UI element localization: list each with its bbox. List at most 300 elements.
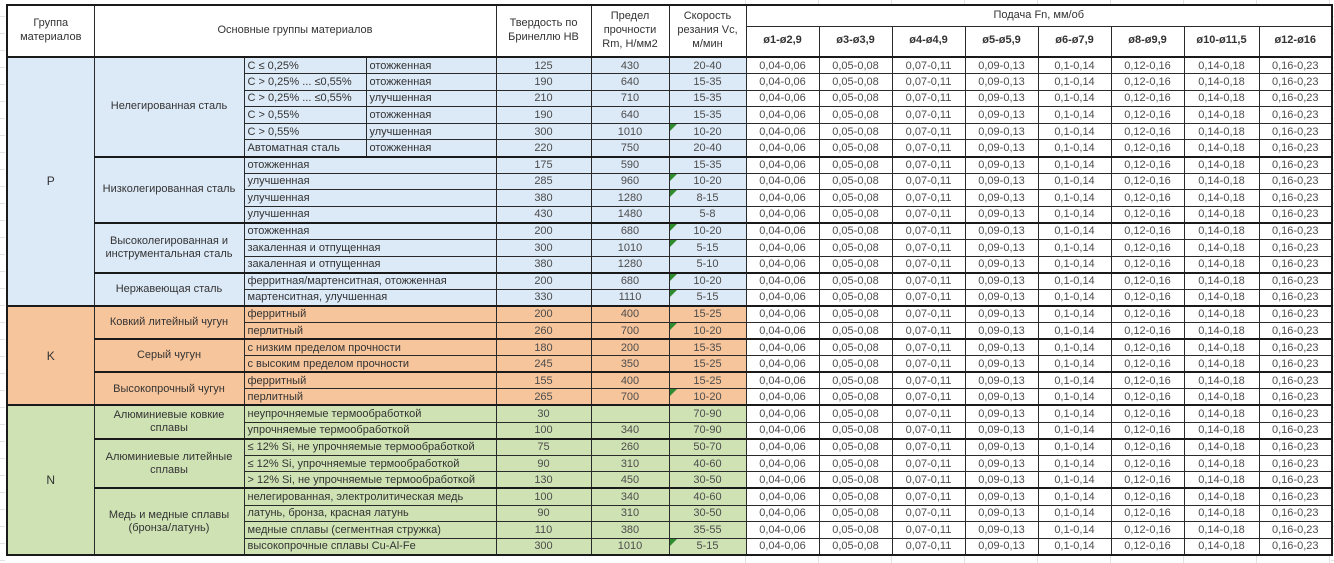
speed-cell[interactable]: 40-60 xyxy=(669,455,746,472)
hardness-cell[interactable]: 190 xyxy=(496,74,591,91)
speed-cell[interactable]: 30-50 xyxy=(669,472,746,489)
feed-cell[interactable]: 0,09-0,13 xyxy=(965,223,1038,240)
hardness-cell[interactable]: 300 xyxy=(496,538,591,555)
feed-cell[interactable]: 0,07-0,11 xyxy=(892,240,965,257)
feed-cell[interactable]: 0,07-0,11 xyxy=(892,306,965,323)
feed-cell[interactable]: 0,12-0,16 xyxy=(1111,422,1184,439)
feed-cell[interactable]: 0,1-0,14 xyxy=(1038,206,1111,223)
feed-cell[interactable]: 0,14-0,18 xyxy=(1184,273,1259,290)
feed-cell[interactable]: 0,09-0,13 xyxy=(965,289,1038,306)
hardness-cell[interactable]: 75 xyxy=(496,439,591,456)
feed-cell[interactable]: 0,07-0,11 xyxy=(892,107,965,124)
feed-cell[interactable]: 0,07-0,11 xyxy=(892,206,965,223)
feed-cell[interactable]: 0,16-0,23 xyxy=(1259,323,1332,340)
hardness-cell[interactable]: 155 xyxy=(496,372,591,389)
header-material-group[interactable]: Группа материалов xyxy=(7,5,94,57)
hardness-cell[interactable]: 430 xyxy=(496,206,591,223)
hardness-cell[interactable]: 110 xyxy=(496,522,591,539)
strength-cell[interactable]: 260 xyxy=(591,439,669,456)
feed-cell[interactable]: 0,12-0,16 xyxy=(1111,57,1184,74)
family-name-cell[interactable]: Низколегированная сталь xyxy=(94,157,244,223)
feed-cell[interactable]: 0,1-0,14 xyxy=(1038,389,1111,406)
family-name-cell[interactable]: Медь и медные сплавы (бронза/латунь) xyxy=(94,488,244,554)
feed-cell[interactable]: 0,16-0,23 xyxy=(1259,306,1332,323)
feed-cell[interactable]: 0,12-0,16 xyxy=(1111,488,1184,505)
feed-cell[interactable]: 0,07-0,11 xyxy=(892,173,965,190)
feed-cell[interactable]: 0,05-0,08 xyxy=(819,123,892,140)
description-cell[interactable]: закаленная и отпущенная xyxy=(244,240,496,257)
description-cell[interactable]: ферритная/мартенситная, отожженная xyxy=(244,273,496,290)
speed-cell[interactable]: 50-70 xyxy=(669,439,746,456)
feed-cell[interactable]: 0,09-0,13 xyxy=(965,439,1038,456)
feed-cell[interactable]: 0,1-0,14 xyxy=(1038,538,1111,555)
hardness-cell[interactable]: 245 xyxy=(496,356,591,373)
feed-cell[interactable]: 0,14-0,18 xyxy=(1184,157,1259,174)
speed-cell[interactable]: 10-20 xyxy=(669,323,746,340)
feed-cell[interactable]: 0,1-0,14 xyxy=(1038,190,1111,207)
speed-cell[interactable]: 15-25 xyxy=(669,306,746,323)
feed-cell[interactable]: 0,16-0,23 xyxy=(1259,422,1332,439)
speed-cell[interactable]: 20-40 xyxy=(669,140,746,157)
description-cell[interactable]: с высоким пределом прочности xyxy=(244,356,496,373)
feed-cell[interactable]: 0,12-0,16 xyxy=(1111,273,1184,290)
feed-cell[interactable]: 0,12-0,16 xyxy=(1111,240,1184,257)
feed-cell[interactable]: 0,1-0,14 xyxy=(1038,256,1111,273)
feed-cell[interactable]: 0,09-0,13 xyxy=(965,123,1038,140)
feed-cell[interactable]: 0,16-0,23 xyxy=(1259,173,1332,190)
feed-cell[interactable]: 0,16-0,23 xyxy=(1259,472,1332,489)
feed-cell[interactable]: 0,14-0,18 xyxy=(1184,240,1259,257)
description-cell[interactable]: перлитный xyxy=(244,389,496,406)
feed-cell[interactable]: 0,09-0,13 xyxy=(965,157,1038,174)
feed-diameter-header[interactable]: ø12-ø16 xyxy=(1259,26,1332,57)
feed-cell[interactable]: 0,09-0,13 xyxy=(965,422,1038,439)
speed-cell[interactable]: 40-60 xyxy=(669,488,746,505)
feed-cell[interactable]: 0,16-0,23 xyxy=(1259,123,1332,140)
speed-cell[interactable]: 15-35 xyxy=(669,74,746,91)
feed-cell[interactable]: 0,14-0,18 xyxy=(1184,173,1259,190)
strength-cell[interactable]: 400 xyxy=(591,372,669,389)
feed-cell[interactable]: 0,14-0,18 xyxy=(1184,323,1259,340)
description-cell[interactable]: ≤ 12% Si, не упрочняемые термообработкой xyxy=(244,439,496,456)
hardness-cell[interactable]: 190 xyxy=(496,107,591,124)
strength-cell[interactable]: 640 xyxy=(591,74,669,91)
strength-cell[interactable]: 430 xyxy=(591,57,669,74)
feed-cell[interactable]: 0,16-0,23 xyxy=(1259,538,1332,555)
feed-cell[interactable]: 0,05-0,08 xyxy=(819,74,892,91)
feed-cell[interactable]: 0,05-0,08 xyxy=(819,422,892,439)
description-cell[interactable]: отожженная xyxy=(244,223,496,240)
hardness-cell[interactable]: 125 xyxy=(496,57,591,74)
feed-cell[interactable]: 0,16-0,23 xyxy=(1259,439,1332,456)
group-letter-cell[interactable]: N xyxy=(7,405,94,554)
speed-cell[interactable]: 35-55 xyxy=(669,522,746,539)
feed-cell[interactable]: 0,09-0,13 xyxy=(965,455,1038,472)
strength-cell[interactable]: 380 xyxy=(591,522,669,539)
feed-cell[interactable]: 0,09-0,13 xyxy=(965,140,1038,157)
feed-cell[interactable]: 0,12-0,16 xyxy=(1111,123,1184,140)
feed-cell[interactable]: 0,1-0,14 xyxy=(1038,173,1111,190)
feed-cell[interactable]: 0,12-0,16 xyxy=(1111,372,1184,389)
feed-cell[interactable]: 0,04-0,06 xyxy=(746,339,819,356)
state-cell[interactable]: отожженная xyxy=(366,107,496,124)
feed-cell[interactable]: 0,09-0,13 xyxy=(965,173,1038,190)
feed-diameter-header[interactable]: ø5-ø5,9 xyxy=(965,26,1038,57)
description-cell[interactable]: перлитный xyxy=(244,323,496,340)
feed-cell[interactable]: 0,09-0,13 xyxy=(965,206,1038,223)
speed-cell[interactable]: 10-20 xyxy=(669,123,746,140)
strength-cell[interactable]: 350 xyxy=(591,356,669,373)
feed-cell[interactable]: 0,07-0,11 xyxy=(892,223,965,240)
feed-cell[interactable]: 0,05-0,08 xyxy=(819,190,892,207)
spec-cell[interactable]: C > 0,55% xyxy=(244,107,366,124)
feed-cell[interactable]: 0,1-0,14 xyxy=(1038,505,1111,522)
strength-cell[interactable]: 1010 xyxy=(591,240,669,257)
feed-cell[interactable]: 0,07-0,11 xyxy=(892,190,965,207)
feed-cell[interactable]: 0,07-0,11 xyxy=(892,505,965,522)
family-name-cell[interactable]: Нелегированная сталь xyxy=(94,57,244,157)
feed-cell[interactable]: 0,07-0,11 xyxy=(892,140,965,157)
strength-cell[interactable]: 680 xyxy=(591,223,669,240)
strength-cell[interactable]: 700 xyxy=(591,323,669,340)
strength-cell[interactable] xyxy=(591,405,669,422)
header-feed[interactable]: Подача Fn, мм/об xyxy=(746,5,1332,26)
feed-cell[interactable]: 0,1-0,14 xyxy=(1038,455,1111,472)
hardness-cell[interactable]: 90 xyxy=(496,455,591,472)
description-cell[interactable]: ферритный xyxy=(244,306,496,323)
feed-cell[interactable]: 0,12-0,16 xyxy=(1111,389,1184,406)
feed-cell[interactable]: 0,09-0,13 xyxy=(965,57,1038,74)
feed-cell[interactable]: 0,12-0,16 xyxy=(1111,472,1184,489)
feed-cell[interactable]: 0,05-0,08 xyxy=(819,90,892,107)
feed-diameter-header[interactable]: ø6-ø7,9 xyxy=(1038,26,1111,57)
speed-cell[interactable]: 30-50 xyxy=(669,505,746,522)
family-name-cell[interactable]: Высокопрочный чугун xyxy=(94,372,244,405)
feed-cell[interactable]: 0,14-0,18 xyxy=(1184,306,1259,323)
feed-cell[interactable]: 0,16-0,23 xyxy=(1259,522,1332,539)
feed-cell[interactable]: 0,04-0,06 xyxy=(746,505,819,522)
feed-cell[interactable]: 0,12-0,16 xyxy=(1111,439,1184,456)
state-cell[interactable]: отожженная xyxy=(366,140,496,157)
feed-cell[interactable]: 0,1-0,14 xyxy=(1038,74,1111,91)
family-name-cell[interactable]: Алюминиевые ковкие сплавы xyxy=(94,405,244,438)
feed-diameter-header[interactable]: ø10-ø11,5 xyxy=(1184,26,1259,57)
description-cell[interactable]: ферритный xyxy=(244,372,496,389)
feed-cell[interactable]: 0,09-0,13 xyxy=(965,372,1038,389)
speed-cell[interactable]: 20-40 xyxy=(669,57,746,74)
hardness-cell[interactable]: 30 xyxy=(496,405,591,422)
strength-cell[interactable]: 310 xyxy=(591,455,669,472)
feed-diameter-header[interactable]: ø8-ø9,9 xyxy=(1111,26,1184,57)
feed-cell[interactable]: 0,07-0,11 xyxy=(892,339,965,356)
feed-cell[interactable]: 0,16-0,23 xyxy=(1259,90,1332,107)
feed-cell[interactable]: 0,14-0,18 xyxy=(1184,57,1259,74)
feed-cell[interactable]: 0,04-0,06 xyxy=(746,140,819,157)
feed-cell[interactable]: 0,04-0,06 xyxy=(746,256,819,273)
feed-cell[interactable]: 0,05-0,08 xyxy=(819,240,892,257)
feed-cell[interactable]: 0,07-0,11 xyxy=(892,74,965,91)
feed-cell[interactable]: 0,1-0,14 xyxy=(1038,422,1111,439)
feed-cell[interactable]: 0,16-0,23 xyxy=(1259,256,1332,273)
feed-diameter-header[interactable]: ø3-ø3,9 xyxy=(819,26,892,57)
feed-cell[interactable]: 0,12-0,16 xyxy=(1111,323,1184,340)
feed-cell[interactable]: 0,04-0,06 xyxy=(746,538,819,555)
feed-cell[interactable]: 0,16-0,23 xyxy=(1259,339,1332,356)
feed-cell[interactable]: 0,09-0,13 xyxy=(965,256,1038,273)
hardness-cell[interactable]: 130 xyxy=(496,472,591,489)
feed-cell[interactable]: 0,1-0,14 xyxy=(1038,372,1111,389)
feed-cell[interactable]: 0,04-0,06 xyxy=(746,240,819,257)
feed-cell[interactable]: 0,07-0,11 xyxy=(892,522,965,539)
feed-cell[interactable]: 0,07-0,11 xyxy=(892,157,965,174)
feed-cell[interactable]: 0,12-0,16 xyxy=(1111,522,1184,539)
header-speed[interactable]: Скорость резания Vc, м/мин xyxy=(669,5,746,57)
feed-cell[interactable]: 0,04-0,06 xyxy=(746,472,819,489)
speed-cell[interactable]: 5-8 xyxy=(669,206,746,223)
feed-cell[interactable]: 0,07-0,11 xyxy=(892,57,965,74)
feed-cell[interactable]: 0,05-0,08 xyxy=(819,273,892,290)
description-cell[interactable]: улучшенная xyxy=(244,190,496,207)
hardness-cell[interactable]: 260 xyxy=(496,323,591,340)
feed-cell[interactable]: 0,05-0,08 xyxy=(819,389,892,406)
feed-cell[interactable]: 0,14-0,18 xyxy=(1184,372,1259,389)
feed-cell[interactable]: 0,1-0,14 xyxy=(1038,123,1111,140)
feed-cell[interactable]: 0,14-0,18 xyxy=(1184,405,1259,422)
feed-cell[interactable]: 0,1-0,14 xyxy=(1038,273,1111,290)
feed-cell[interactable]: 0,04-0,06 xyxy=(746,206,819,223)
speed-cell[interactable]: 15-35 xyxy=(669,90,746,107)
feed-cell[interactable]: 0,04-0,06 xyxy=(746,57,819,74)
feed-cell[interactable]: 0,04-0,06 xyxy=(746,356,819,373)
description-cell[interactable]: нелегированная, электролитическая медь xyxy=(244,488,496,505)
feed-cell[interactable]: 0,05-0,08 xyxy=(819,223,892,240)
feed-cell[interactable]: 0,1-0,14 xyxy=(1038,323,1111,340)
feed-cell[interactable]: 0,1-0,14 xyxy=(1038,472,1111,489)
feed-cell[interactable]: 0,1-0,14 xyxy=(1038,356,1111,373)
feed-cell[interactable]: 0,14-0,18 xyxy=(1184,389,1259,406)
feed-cell[interactable]: 0,12-0,16 xyxy=(1111,455,1184,472)
feed-cell[interactable]: 0,04-0,06 xyxy=(746,522,819,539)
description-cell[interactable]: улучшенная xyxy=(244,206,496,223)
feed-cell[interactable]: 0,14-0,18 xyxy=(1184,107,1259,124)
feed-cell[interactable]: 0,07-0,11 xyxy=(892,422,965,439)
feed-cell[interactable]: 0,09-0,13 xyxy=(965,505,1038,522)
feed-cell[interactable]: 0,16-0,23 xyxy=(1259,289,1332,306)
hardness-cell[interactable]: 200 xyxy=(496,306,591,323)
feed-cell[interactable]: 0,1-0,14 xyxy=(1038,306,1111,323)
speed-cell[interactable]: 5-15 xyxy=(669,289,746,306)
feed-cell[interactable]: 0,07-0,11 xyxy=(892,273,965,290)
feed-cell[interactable]: 0,05-0,08 xyxy=(819,289,892,306)
feed-cell[interactable]: 0,1-0,14 xyxy=(1038,339,1111,356)
feed-cell[interactable]: 0,1-0,14 xyxy=(1038,488,1111,505)
description-cell[interactable]: ≤ 12% Si, упрочняемые термообработкой xyxy=(244,455,496,472)
feed-cell[interactable]: 0,05-0,08 xyxy=(819,455,892,472)
feed-cell[interactable]: 0,09-0,13 xyxy=(965,90,1038,107)
feed-cell[interactable]: 0,12-0,16 xyxy=(1111,289,1184,306)
feed-cell[interactable]: 0,04-0,06 xyxy=(746,488,819,505)
feed-cell[interactable]: 0,05-0,08 xyxy=(819,439,892,456)
feed-cell[interactable]: 0,04-0,06 xyxy=(746,323,819,340)
feed-cell[interactable]: 0,05-0,08 xyxy=(819,206,892,223)
feed-cell[interactable]: 0,04-0,06 xyxy=(746,273,819,290)
feed-diameter-header[interactable]: ø4-ø4,9 xyxy=(892,26,965,57)
feed-cell[interactable]: 0,14-0,18 xyxy=(1184,256,1259,273)
feed-cell[interactable]: 0,14-0,18 xyxy=(1184,74,1259,91)
feed-cell[interactable]: 0,05-0,08 xyxy=(819,339,892,356)
feed-cell[interactable]: 0,05-0,08 xyxy=(819,522,892,539)
feed-cell[interactable]: 0,14-0,18 xyxy=(1184,538,1259,555)
feed-cell[interactable]: 0,05-0,08 xyxy=(819,488,892,505)
feed-cell[interactable]: 0,04-0,06 xyxy=(746,123,819,140)
description-cell[interactable]: неупрочняемые термообработкой xyxy=(244,405,496,422)
strength-cell[interactable]: 590 xyxy=(591,157,669,174)
state-cell[interactable]: отожженная xyxy=(366,74,496,91)
hardness-cell[interactable]: 100 xyxy=(496,488,591,505)
feed-cell[interactable]: 0,04-0,06 xyxy=(746,372,819,389)
header-hardness[interactable]: Твердость по Бринеллю HB xyxy=(496,5,591,57)
description-cell[interactable]: закаленная и отпущенная xyxy=(244,256,496,273)
feed-cell[interactable]: 0,16-0,23 xyxy=(1259,240,1332,257)
feed-cell[interactable]: 0,05-0,08 xyxy=(819,405,892,422)
feed-cell[interactable]: 0,09-0,13 xyxy=(965,405,1038,422)
feed-cell[interactable]: 0,1-0,14 xyxy=(1038,405,1111,422)
speed-cell[interactable]: 15-35 xyxy=(669,157,746,174)
family-name-cell[interactable]: Высоколегированная и инструментальная сталь xyxy=(94,223,244,273)
feed-cell[interactable]: 0,04-0,06 xyxy=(746,74,819,91)
speed-cell[interactable]: 5-15 xyxy=(669,240,746,257)
feed-cell[interactable]: 0,04-0,06 xyxy=(746,455,819,472)
speed-cell[interactable]: 8-15 xyxy=(669,190,746,207)
strength-cell[interactable]: 1010 xyxy=(591,538,669,555)
feed-cell[interactable]: 0,05-0,08 xyxy=(819,173,892,190)
feed-cell[interactable]: 0,14-0,18 xyxy=(1184,439,1259,456)
feed-cell[interactable]: 0,07-0,11 xyxy=(892,538,965,555)
feed-cell[interactable]: 0,04-0,06 xyxy=(746,157,819,174)
feed-cell[interactable]: 0,14-0,18 xyxy=(1184,339,1259,356)
feed-cell[interactable]: 0,12-0,16 xyxy=(1111,140,1184,157)
description-cell[interactable]: высокопрочные сплавы Cu-Al-Fe xyxy=(244,538,496,555)
feed-cell[interactable]: 0,05-0,08 xyxy=(819,538,892,555)
feed-cell[interactable]: 0,14-0,18 xyxy=(1184,190,1259,207)
feed-cell[interactable]: 0,16-0,23 xyxy=(1259,455,1332,472)
description-cell[interactable]: отожженная xyxy=(244,157,496,174)
feed-cell[interactable]: 0,07-0,11 xyxy=(892,389,965,406)
feed-cell[interactable]: 0,14-0,18 xyxy=(1184,522,1259,539)
feed-cell[interactable]: 0,1-0,14 xyxy=(1038,157,1111,174)
feed-cell[interactable]: 0,1-0,14 xyxy=(1038,90,1111,107)
feed-cell[interactable]: 0,12-0,16 xyxy=(1111,505,1184,522)
feed-cell[interactable]: 0,05-0,08 xyxy=(819,157,892,174)
feed-cell[interactable]: 0,05-0,08 xyxy=(819,57,892,74)
feed-cell[interactable]: 0,16-0,23 xyxy=(1259,206,1332,223)
feed-cell[interactable]: 0,14-0,18 xyxy=(1184,422,1259,439)
hardness-cell[interactable]: 100 xyxy=(496,422,591,439)
family-name-cell[interactable]: Алюминиевые литейные сплавы xyxy=(94,439,244,489)
header-main-groups[interactable]: Основные группы материалов xyxy=(94,5,496,57)
spec-cell[interactable]: C ≤ 0,25% xyxy=(244,57,366,74)
feed-cell[interactable]: 0,09-0,13 xyxy=(965,190,1038,207)
feed-cell[interactable]: 0,12-0,16 xyxy=(1111,190,1184,207)
feed-cell[interactable]: 0,09-0,13 xyxy=(965,488,1038,505)
feed-cell[interactable]: 0,16-0,23 xyxy=(1259,372,1332,389)
feed-cell[interactable]: 0,09-0,13 xyxy=(965,107,1038,124)
feed-cell[interactable]: 0,16-0,23 xyxy=(1259,389,1332,406)
feed-cell[interactable]: 0,07-0,11 xyxy=(892,356,965,373)
spec-cell[interactable]: Автоматная сталь xyxy=(244,140,366,157)
feed-cell[interactable]: 0,09-0,13 xyxy=(965,538,1038,555)
feed-cell[interactable]: 0,09-0,13 xyxy=(965,389,1038,406)
speed-cell[interactable]: 15-35 xyxy=(669,107,746,124)
strength-cell[interactable]: 400 xyxy=(591,306,669,323)
speed-cell[interactable]: 10-20 xyxy=(669,223,746,240)
feed-cell[interactable]: 0,04-0,06 xyxy=(746,405,819,422)
speed-cell[interactable]: 10-20 xyxy=(669,389,746,406)
feed-cell[interactable]: 0,12-0,16 xyxy=(1111,538,1184,555)
speed-cell[interactable]: 10-20 xyxy=(669,173,746,190)
strength-cell[interactable]: 1480 xyxy=(591,206,669,223)
speed-cell[interactable]: 70-90 xyxy=(669,405,746,422)
feed-cell[interactable]: 0,14-0,18 xyxy=(1184,206,1259,223)
feed-cell[interactable]: 0,1-0,14 xyxy=(1038,439,1111,456)
feed-cell[interactable]: 0,14-0,18 xyxy=(1184,90,1259,107)
hardness-cell[interactable]: 300 xyxy=(496,240,591,257)
feed-cell[interactable]: 0,14-0,18 xyxy=(1184,505,1259,522)
feed-cell[interactable]: 0,16-0,23 xyxy=(1259,273,1332,290)
feed-cell[interactable]: 0,16-0,23 xyxy=(1259,107,1332,124)
feed-cell[interactable]: 0,05-0,08 xyxy=(819,256,892,273)
strength-cell[interactable]: 750 xyxy=(591,140,669,157)
speed-cell[interactable]: 15-25 xyxy=(669,372,746,389)
strength-cell[interactable]: 450 xyxy=(591,472,669,489)
feed-cell[interactable]: 0,09-0,13 xyxy=(965,522,1038,539)
feed-cell[interactable]: 0,1-0,14 xyxy=(1038,107,1111,124)
hardness-cell[interactable]: 200 xyxy=(496,223,591,240)
spec-cell[interactable]: C > 0,25% ... ≤0,55% xyxy=(244,90,366,107)
strength-cell[interactable]: 1280 xyxy=(591,190,669,207)
strength-cell[interactable]: 340 xyxy=(591,422,669,439)
feed-cell[interactable]: 0,16-0,23 xyxy=(1259,140,1332,157)
feed-cell[interactable]: 0,1-0,14 xyxy=(1038,57,1111,74)
feed-diameter-header[interactable]: ø1-ø2,9 xyxy=(746,26,819,57)
feed-cell[interactable]: 0,07-0,11 xyxy=(892,90,965,107)
strength-cell[interactable]: 640 xyxy=(591,107,669,124)
feed-cell[interactable]: 0,16-0,23 xyxy=(1259,405,1332,422)
feed-cell[interactable]: 0,07-0,11 xyxy=(892,405,965,422)
feed-cell[interactable]: 0,12-0,16 xyxy=(1111,206,1184,223)
feed-cell[interactable]: 0,04-0,06 xyxy=(746,107,819,124)
hardness-cell[interactable]: 300 xyxy=(496,123,591,140)
speed-cell[interactable]: 5-15 xyxy=(669,538,746,555)
feed-cell[interactable]: 0,09-0,13 xyxy=(965,339,1038,356)
feed-cell[interactable]: 0,09-0,13 xyxy=(965,74,1038,91)
feed-cell[interactable]: 0,07-0,11 xyxy=(892,472,965,489)
feed-cell[interactable]: 0,09-0,13 xyxy=(965,356,1038,373)
feed-cell[interactable]: 0,04-0,06 xyxy=(746,90,819,107)
hardness-cell[interactable]: 330 xyxy=(496,289,591,306)
hardness-cell[interactable]: 210 xyxy=(496,90,591,107)
feed-cell[interactable]: 0,16-0,23 xyxy=(1259,157,1332,174)
strength-cell[interactable]: 310 xyxy=(591,505,669,522)
feed-cell[interactable]: 0,05-0,08 xyxy=(819,505,892,522)
feed-cell[interactable]: 0,16-0,23 xyxy=(1259,74,1332,91)
strength-cell[interactable]: 1010 xyxy=(591,123,669,140)
feed-cell[interactable]: 0,16-0,23 xyxy=(1259,190,1332,207)
feed-cell[interactable]: 0,12-0,16 xyxy=(1111,157,1184,174)
strength-cell[interactable]: 960 xyxy=(591,173,669,190)
hardness-cell[interactable]: 380 xyxy=(496,256,591,273)
feed-cell[interactable]: 0,12-0,16 xyxy=(1111,223,1184,240)
